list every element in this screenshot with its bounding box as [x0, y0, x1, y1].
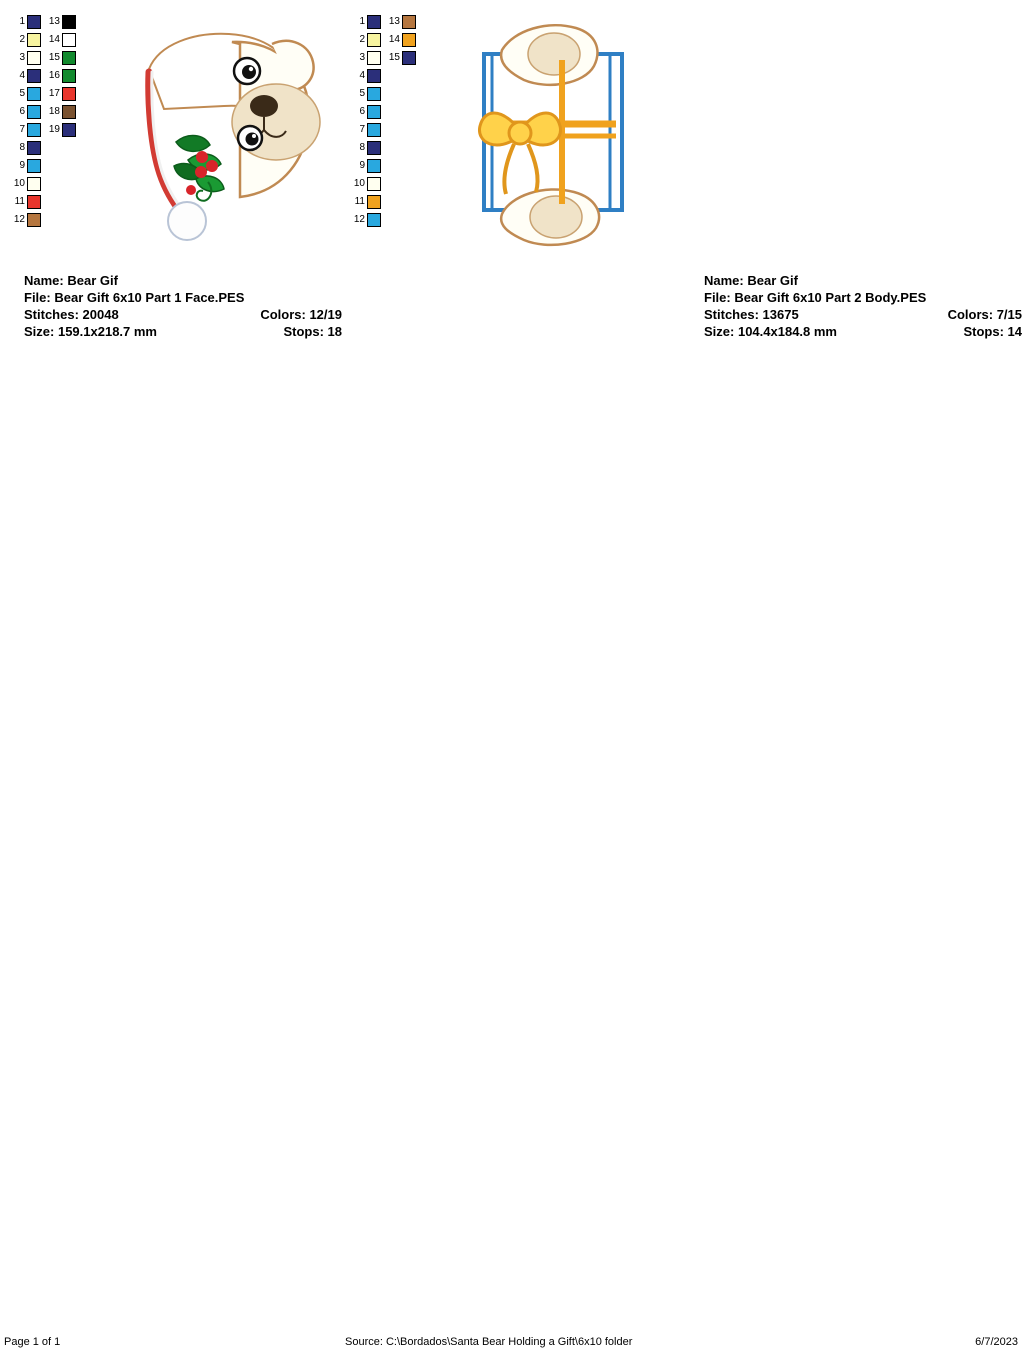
- info-name-line: [704, 272, 1022, 289]
- color-swatch: [27, 87, 41, 101]
- color-index: 19: [48, 124, 60, 135]
- color-swatch: [27, 159, 41, 173]
- info-size-line: [704, 323, 1022, 340]
- color-row: [12, 68, 98, 84]
- color-swatch: [367, 123, 381, 137]
- color-row: [352, 68, 438, 84]
- color-index: 8: [19, 142, 25, 153]
- color-swatch: [367, 159, 381, 173]
- color-index: 1: [359, 16, 365, 27]
- stitches-value: 13675: [762, 307, 799, 322]
- file-value: Bear Gift 6x10 Part 1 Face.PES: [54, 290, 245, 305]
- size-label: Size:: [704, 324, 735, 339]
- color-chart: [352, 14, 438, 230]
- info-file-line: [24, 289, 342, 306]
- color-index: 9: [359, 160, 365, 171]
- color-index: 9: [19, 160, 25, 171]
- color-swatch: [62, 69, 76, 83]
- color-row: [12, 32, 98, 48]
- color-swatch: [367, 141, 381, 155]
- name-label: Name:: [24, 273, 64, 288]
- file-value: Bear Gift 6x10 Part 2 Body.PES: [734, 290, 927, 305]
- color-index: 1: [19, 16, 25, 27]
- info-name-line: [24, 272, 342, 289]
- color-index: 8: [359, 142, 365, 153]
- color-row: [12, 86, 98, 102]
- stitches-value: 20048: [82, 307, 119, 322]
- color-swatch: [62, 105, 76, 119]
- footer-source-path: Source: C:\Bordados\Santa Bear Holding a Gift\6x10 folder: [345, 1336, 633, 1348]
- color-swatch: [367, 195, 381, 209]
- color-index: 10: [13, 178, 25, 189]
- color-index: 16: [48, 70, 60, 81]
- colors-value: 7/15: [996, 307, 1022, 322]
- info-stitches-line: [24, 306, 342, 323]
- color-index: 4: [359, 70, 365, 81]
- color-swatch: [367, 105, 381, 119]
- color-row: [12, 212, 98, 228]
- color-row: [352, 140, 438, 156]
- colors-group: [260, 306, 342, 323]
- design-block-1: [12, 14, 342, 339]
- color-row: [352, 14, 438, 30]
- color-index: 4: [19, 70, 25, 81]
- colors-label: Colors:: [260, 307, 306, 322]
- color-swatch: [27, 141, 41, 155]
- stops-value: 14: [1007, 324, 1022, 339]
- info-size-line: [24, 323, 342, 340]
- color-swatch: [367, 69, 381, 83]
- color-swatch: [367, 213, 381, 227]
- color-swatch: [367, 33, 381, 47]
- color-row: [352, 32, 438, 48]
- color-swatch: [367, 87, 381, 101]
- design-info: [704, 272, 1022, 340]
- stops-label: Stops:: [963, 324, 1004, 339]
- size-value: 104.4x184.8 mm: [737, 324, 837, 339]
- info-stitches-line: [704, 306, 1022, 323]
- color-swatch: [62, 123, 76, 137]
- design-block-2: [352, 14, 1022, 339]
- design-preview-bear-body: [444, 14, 679, 254]
- color-index: 14: [48, 34, 60, 45]
- color-swatch: [367, 15, 381, 29]
- color-index: 17: [48, 88, 60, 99]
- color-index: 10: [353, 178, 365, 189]
- color-swatch: [402, 51, 416, 65]
- stitches-label: Stitches:: [24, 307, 79, 322]
- color-row: [12, 50, 98, 66]
- color-swatch: [62, 15, 76, 29]
- file-label: File:: [24, 290, 51, 305]
- color-row: [352, 50, 438, 66]
- color-swatch: [27, 195, 41, 209]
- color-row: [12, 104, 98, 120]
- color-index: 6: [19, 106, 25, 117]
- file-label: File:: [704, 290, 731, 305]
- size-label: Size:: [24, 324, 55, 339]
- color-row: [352, 104, 438, 120]
- design-body: [12, 14, 342, 254]
- color-swatch: [27, 51, 41, 65]
- name-label: Name:: [704, 273, 744, 288]
- design-body: [352, 14, 682, 254]
- color-index: 11: [354, 196, 365, 207]
- colors-label: Colors:: [947, 307, 994, 322]
- design-preview-bear-face: [104, 14, 339, 254]
- color-index: 2: [359, 34, 365, 45]
- color-swatch: [27, 15, 41, 29]
- color-index: 11: [14, 196, 25, 207]
- colors-value: 12/19: [309, 307, 342, 322]
- color-swatch: [27, 213, 41, 227]
- color-row: [352, 212, 438, 228]
- color-index: 13: [388, 16, 400, 27]
- color-swatch: [27, 33, 41, 47]
- color-index: 14: [388, 34, 400, 45]
- colors-group: [948, 306, 1022, 323]
- color-row: [352, 194, 438, 210]
- footer-page-number: Page 1 of 1: [4, 1336, 61, 1348]
- color-swatch: [62, 87, 76, 101]
- color-row: [12, 194, 98, 210]
- stops-group: [283, 323, 342, 340]
- color-index: 15: [388, 52, 400, 63]
- color-row: [12, 140, 98, 156]
- color-swatch: [62, 51, 76, 65]
- stitches-label: Stitches:: [704, 307, 759, 322]
- stops-label: Stops:: [283, 324, 324, 339]
- color-row: [352, 86, 438, 102]
- info-file-line: [704, 289, 1022, 306]
- color-row: [12, 176, 98, 192]
- color-swatch: [367, 51, 381, 65]
- color-row: [12, 122, 98, 138]
- color-index: 7: [359, 124, 365, 135]
- color-index: 5: [19, 88, 25, 99]
- color-swatch: [62, 33, 76, 47]
- color-index: 2: [19, 34, 25, 45]
- color-row: [352, 158, 438, 174]
- color-row: [12, 158, 98, 174]
- color-index: 18: [48, 106, 60, 117]
- color-row: [352, 176, 438, 192]
- color-index: 3: [19, 52, 25, 63]
- stops-value: 18: [327, 324, 342, 339]
- name-value: Bear Gif: [747, 273, 798, 288]
- footer-date: 6/7/2023: [975, 1336, 1018, 1348]
- color-index: 3: [359, 52, 365, 63]
- color-index: 5: [359, 88, 365, 99]
- color-swatch: [402, 15, 416, 29]
- size-value: 159.1x218.7 mm: [57, 324, 157, 339]
- color-index: 12: [353, 214, 365, 225]
- color-index: 15: [48, 52, 60, 63]
- design-info: [24, 272, 342, 340]
- page-footer: [0, 1336, 1024, 1356]
- color-index: 13: [48, 16, 60, 27]
- color-swatch: [27, 69, 41, 83]
- color-index: 6: [359, 106, 365, 117]
- color-chart: [12, 14, 98, 230]
- stops-group: [963, 323, 1022, 340]
- color-swatch: [402, 33, 416, 47]
- color-swatch: [27, 105, 41, 119]
- color-row: [12, 14, 98, 30]
- color-swatch: [27, 123, 41, 137]
- color-row: [352, 122, 438, 138]
- color-swatch: [27, 177, 41, 191]
- color-swatch: [367, 177, 381, 191]
- name-value: Bear Gif: [67, 273, 118, 288]
- color-index: 7: [19, 124, 25, 135]
- color-index: 12: [13, 214, 25, 225]
